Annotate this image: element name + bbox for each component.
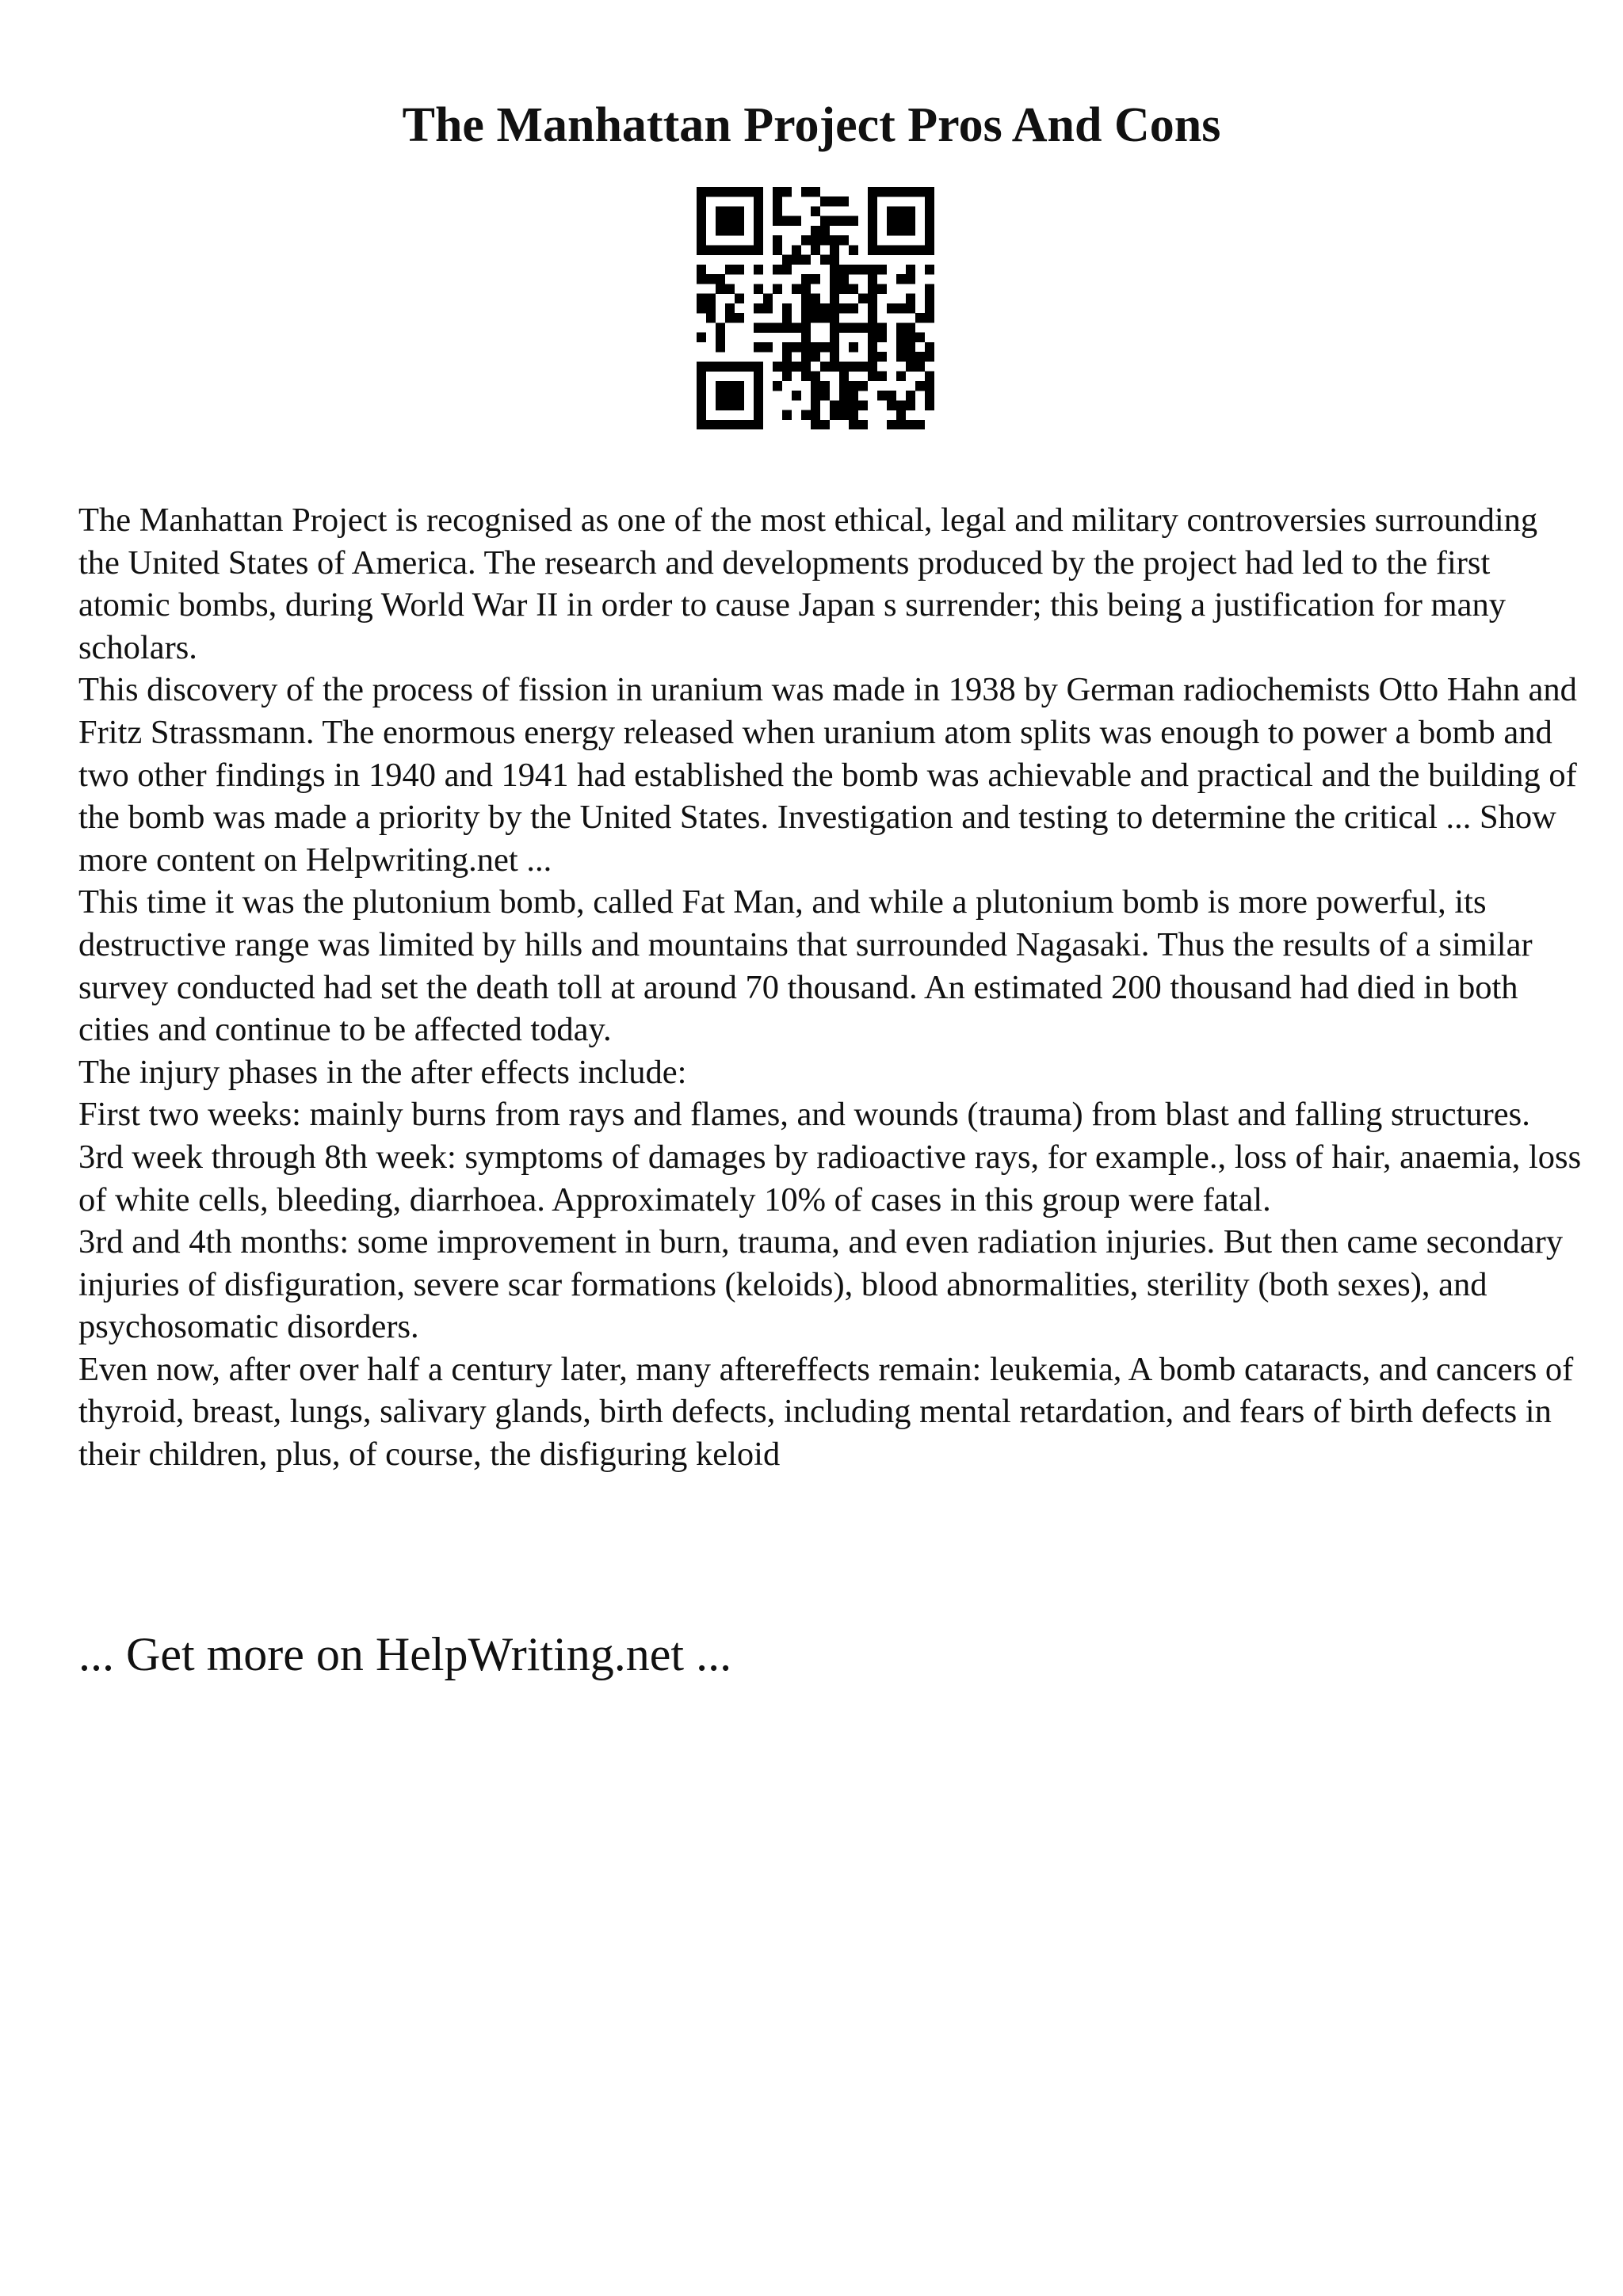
paragraph: 3rd week through 8th week: symptoms of damages by radioactive rays, for example., loss of hair, anaemia, loss of white cells, bleeding, diarrhoea. Approximately 10% of cases in this group were fatal. bbox=[78, 1138, 1582, 1219]
paragraph: The Manhattan Project is recognised as one of the most ethical, legal and military controversies surrounding the United States of America. The research and developments produced by the project had led to the first atomic bombs, during World War II in order to cause Japan s surrender; this being a justification for many scholars. bbox=[78, 502, 1538, 666]
paragraph: This discovery of the process of fission in uranium was made in 1938 by German radiochemists Otto Hahn and Fritz Strassmann. The enormous energy released when uranium atom splits was enough to power a bomb and two other findings in 1940 and 1941 had established the bomb was achievable and practical and the building of the bomb was made a priority by the United States. Investigation and testing to determine the critical ... Show more content on Helpwriting.net ... bbox=[78, 671, 1577, 879]
paragraph: The injury phases in the after effects include: bbox=[78, 1053, 687, 1091]
article-body bbox=[78, 499, 1584, 1476]
page-title: The Manhattan Project Pros And Cons bbox=[402, 98, 1221, 152]
paragraph: This time it was the plutonium bomb, called Fat Man, and while a plutonium bomb is more powerful, its destructive range was limited by hills and mountains that surrounded Nagasaki. Thus the results of a similar survey conducted had set the death toll at around 70 thousand. An estimated 200 thousand had died in both cities and continue to be affected today. bbox=[78, 883, 1533, 1049]
paragraph: Even now, after over half a century later, many aftereffects remain: leukemia, A bomb cataracts, and cancers of thyroid, breast, lungs, salivary glands, birth defects, including mental retardation, and fears of birth defects in their children, plus, of course, the disfiguring keloid bbox=[78, 1350, 1574, 1474]
qr-code-icon bbox=[697, 187, 934, 429]
paragraph: First two weeks: mainly burns from rays and flames, and wounds (trauma) from blast and falling structures. bbox=[78, 1096, 1530, 1134]
get-more-link[interactable]: ... Get more on HelpWriting.net ... bbox=[78, 1628, 732, 1680]
paragraph: 3rd and 4th months: some improvement in burn, trauma, and even radiation injuries. But then came secondary injuries of disfiguration, severe scar formations (keloids), blood abnormalities, sterility (both sexes), and psychosomatic disorders. bbox=[78, 1223, 1564, 1346]
